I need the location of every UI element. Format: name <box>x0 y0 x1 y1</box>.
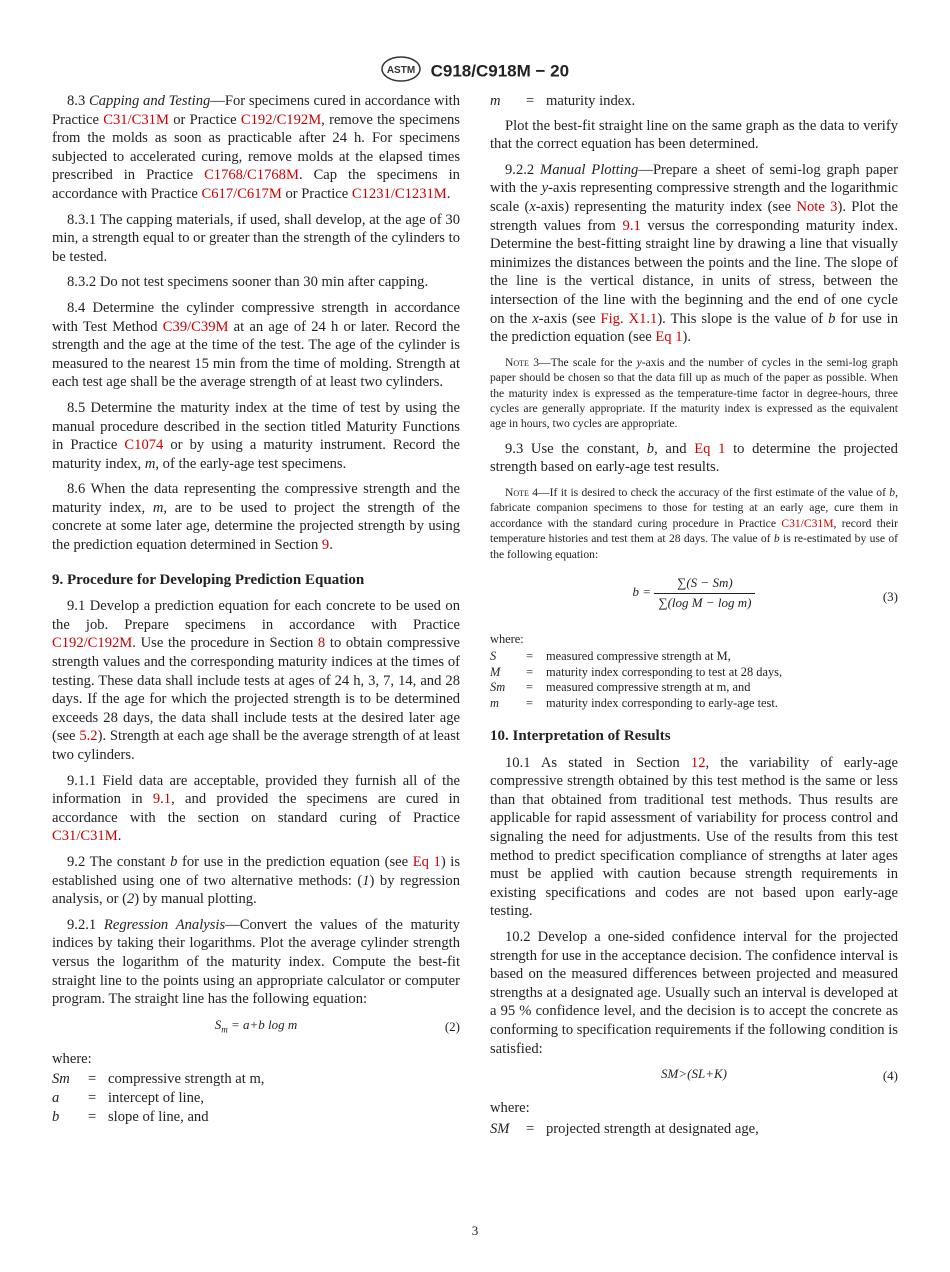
equation-number: (3) <box>882 588 898 604</box>
variable-row: Sm = measured compressive strength at m, and <box>490 680 751 695</box>
link-c617[interactable]: C617/C617M <box>201 185 282 202</box>
para-9-2: 9.2 The constant b for use in the prediction equation (see Eq 1) is established using one of two alternative methods: (1) by regression analysis, or (2) by manual plotting. <box>52 853 460 908</box>
link-c31-c[interactable]: C31/C31M <box>781 516 834 530</box>
para-8-3: 8.3 Capping and Testing—For specimens cured in accordance with Practice C31/C31M or Practice C192/C192M, remove the specimens from the molds as soon as practicable after 24 h. For specimens subjected to accelerated curing, remove molds at the elapsed times prescribed in Practice C1768/C1768M. Cap the specimens in accordance with Practice C617/C617M or Practice C1231/C1231M. <box>52 93 460 202</box>
para-10-2: 10.2 Develop a one-sided confidence interval for the projected strength for use in the acceptance decision. The confidence interval is based on the measured differences between projected and measured strengths at a designated age. Usually such an interval is developed at a 95 % confidence level, and the decision is to accept the concrete as conforming to specification requirements if the following condition is satisfied: <box>490 928 898 1057</box>
variable-row: S = measured compressive strength at M, <box>490 649 731 664</box>
para-9-1: 9.1 Develop a prediction equation for each concrete to be used on the job. Prepare specimens in accordance with Practice C192/C192M. Use the procedure in Section 8 to obtain compressive strength values and the corresponding maturity indices at the times of testing. These data shall include tests at ages of 24 h, 3, 7, 14, and 28 days. If the age for which the projected strength is to be determined exceeds 28 days, the data shall include tests at the desired later age (see 5.2). Strength at each age shall be the average strength of at least two cylinders. <box>52 598 460 763</box>
link-c39[interactable]: C39/C39M <box>162 318 229 335</box>
variable-row: M = maturity index corresponding to test at 28 days, <box>490 664 783 679</box>
para-9-3: 9.3 Use the constant, b, and Eq 1 to determine the projected strength based on early-age test results. <box>490 440 898 476</box>
link-fig-x1-1[interactable]: Fig. X1.1 <box>600 310 658 327</box>
note-3: Note 3—The scale for the y-axis and the number of cycles in the semi-log graph paper should be chosen so that the data fill up as much of the paper as possible. When the maturity index is expressed as the temperature-time factor in degree-hours, three cycles are generally appropriate. If the maturity index is expressed as the equivalent age in hours, two cycles are appropriate. <box>490 355 899 431</box>
equation-2: $S_m = a+b$ log m (2) <box>214 1016 460 1035</box>
para-8-6: 8.6 When the data representing the compressive strength and the maturity index, m, are to be used to project the strength of the concrete at some later age, determine the projected strength by using the prediction equation determined in Section 9. <box>52 481 460 554</box>
link-9-1[interactable]: 9.1 <box>152 791 172 808</box>
para-8-3-2: 8.3.2 Do not test specimens sooner than 30 min after capping. <box>67 274 429 291</box>
section-10-heading: 10. Interpretation of Results <box>490 728 671 744</box>
para-9-1-1: 9.1.1 Field data are acceptable, provided they furnish all of the information in 9.1, and provided the specimens are cured in accordance with the section on standard curing of Practice C31/C31M. <box>52 772 460 845</box>
page-header <box>0 56 950 88</box>
standard-designation: C918/C918M − 20 <box>430 61 570 81</box>
variable-row: b = slope of line, and <box>52 1108 209 1125</box>
link-section-9[interactable]: 9 <box>321 537 330 554</box>
variable-row: Sm = compressive strength at m, <box>52 1071 265 1088</box>
equation-3: b = $\frac{\sum(S - Sm)}{\text{∑(log M − log m)}}$ (3) <box>632 574 898 610</box>
link-section-8[interactable]: 8 <box>317 635 326 652</box>
variable-row: m = maturity index corresponding to early-age test. <box>490 695 778 710</box>
link-c31[interactable]: C31/C31M <box>103 111 169 128</box>
left-column <box>52 92 460 1132</box>
where-label: where: <box>52 1050 92 1067</box>
equation-number: (4) <box>882 1068 898 1084</box>
where-label: where: <box>490 1100 530 1117</box>
variable-row: a = intercept of line, <box>52 1089 205 1106</box>
link-eq-1-c[interactable]: Eq 1 <box>694 440 726 457</box>
link-c1231[interactable]: C1231/C1231M <box>351 185 447 202</box>
para-8-3-1: 8.3.1 The capping materials, if used, shall develop, at the age of 30 min, a strength equal to or greater than the strength of the cylinders to be tested. <box>52 211 460 265</box>
equation-4: SM>(SL+K) (4) <box>490 1065 898 1093</box>
equation-number: (2) <box>444 1018 460 1034</box>
para-plot: Plot the best-fit straight line on the same graph as the data to verify that the correct equation has been determined. <box>490 117 898 153</box>
right-column <box>490 92 898 1138</box>
link-c192-b[interactable]: C192/C192M <box>52 635 133 652</box>
para-8-5: 8.5 Determine the maturity index at the time of test by using the manual procedure described in the section titled Maturity Functions in Practice C1074 or by using a maturity instrument. Record the maturity index, m, of the early-age test specimens. <box>52 399 460 472</box>
astm-logo-icon <box>381 56 421 88</box>
variable-row: SM = projected strength at designated age, <box>490 1120 759 1137</box>
para-10-1: 10.1 As stated in Section 12, the variability of early-age compressive strength obtained by this test method is the same or less than that obtained from traditional test methods. Thus results are applicable for rapid assessment of variability for process control and signaling the need for adjustments. Use of the results from this test method to predict specification compliance of strengths at later ages must be applied with caution because strength requirements in existing specifications and codes are not based upon early-age testing. <box>490 754 898 920</box>
variable-list <box>52 1070 460 1126</box>
link-eq-1[interactable]: Eq 1 <box>412 853 441 870</box>
link-c1074[interactable]: C1074 <box>124 437 164 454</box>
page-number: 3 <box>471 1223 479 1238</box>
link-section-12[interactable]: 12 <box>690 754 706 771</box>
section-9-heading: 9. Procedure for Developing Prediction Equation <box>52 571 365 588</box>
link-note-3[interactable]: Note 3 <box>796 198 838 215</box>
para-8-4: 8.4 Determine the cylinder compressive strength in accordance with Test Method C39/C39M at an age of 24 h or later. Record the strength and the age at the time of the test. The age of the cylinder is measured to the nearest 15 min from the time of molding. Strength at each test age shall be the average strength of at least two cylinders. <box>52 299 460 391</box>
link-5-2[interactable]: 5.2 <box>79 728 98 745</box>
para-9-2-2: 9.2.2 Manual Plotting—Prepare a sheet of semi-log graph paper with the y-axis representing compressive strength and the logarithmic scale (x-axis) representing the maturity index (see Note 3). Plot the strength values from 9.1 versus the corresponding maturity index. Determine the best-fitting straight line by drawing a line that visually minimizes the distances between the points and the line. The slope of the line is the vertical distance, in units of stress, between the intersection of the line with the beginning and the end of one cycle on the x-axis (see Fig. X1.1). This slope is the value of b for use in the prediction equation (see Eq 1). <box>490 161 899 346</box>
link-c1768[interactable]: C1768/C1768M <box>204 167 299 184</box>
note-4: Note 4—If it is desired to check the accuracy of the first estimate of the value of b, fabricate companion specimens to those for testing at an early age, cure them in accordance with the standard curing procedure in Practice C31/C31M, record their temperature histories and test them at 28 days. The value of b is re-estimated by use of the following equation: <box>490 485 898 561</box>
link-eq-1-b[interactable]: Eq 1 <box>655 329 683 346</box>
link-9-1-b[interactable]: 9.1 <box>622 217 641 234</box>
para-9-2-1: 9.2.1 Regression Analysis—Convert the values of the maturity indices by taking their logarithms. Plot the average cylinder strength versus the logarithm of the maturity index. Compute the best-fit straight line to the points using an appropriate calculator or computer program. The straight line has the following equation: <box>52 916 460 1008</box>
link-c192[interactable]: C192/C192M <box>240 111 322 128</box>
variable-row: m = maturity index. <box>490 93 636 109</box>
variable-list <box>490 649 898 711</box>
where-label: where: <box>490 631 524 646</box>
svg-text:ASTM: ASTM <box>386 65 416 76</box>
link-c31-b[interactable]: C31/C31M <box>52 828 118 845</box>
